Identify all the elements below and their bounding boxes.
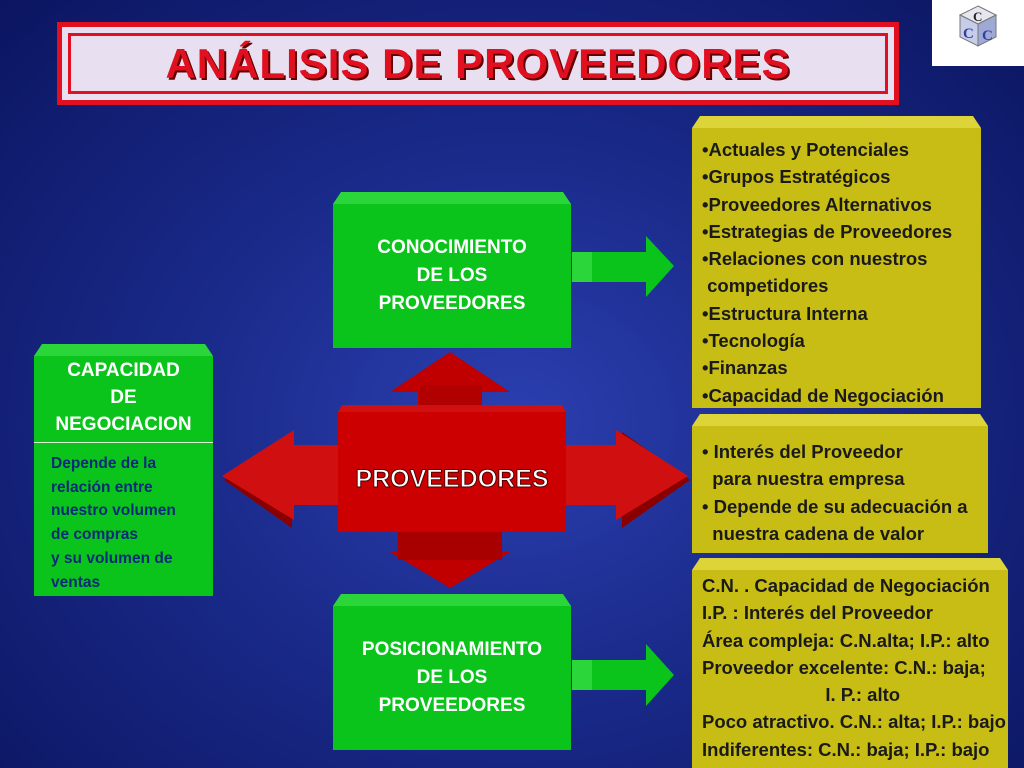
details-3-line: Proveedor excelente: C.N.: baja; (702, 656, 986, 678)
conocimiento-box-bevel (333, 192, 571, 204)
conocimiento-box (333, 204, 571, 348)
capacidad-body-line: nuestro volumen (51, 502, 176, 520)
details-1-line: •Capacidad de Negociación (702, 384, 944, 406)
details-1-line: •Relaciones con nuestros (702, 248, 928, 270)
details-3-line: Área compleja: C.N.alta; I.P.: alto (702, 629, 990, 651)
conocimiento-line-1: CONOCIMIENTO (377, 237, 527, 258)
green-arrow-top (572, 236, 674, 297)
logo-letter-right: C (982, 28, 993, 44)
details-1-line: •Finanzas (702, 357, 788, 379)
capacidad-body-line: Depende de la (51, 455, 157, 472)
details-1-line: •Tecnología (702, 330, 805, 352)
capacidad-box-bevel (34, 344, 213, 356)
conocimiento-line-2: DE LOS (416, 265, 488, 286)
capacidad-heading-line-2: DE (110, 387, 137, 408)
interes-details-box (692, 426, 988, 553)
details-box-3-bevel (692, 558, 1008, 570)
capacidad-body-line: de compras (51, 526, 139, 544)
details-3-line: Poco atractivo. C.N.: alta; I.P.: bajo (702, 711, 1006, 733)
logo-letter-top: C (973, 9, 983, 24)
conocimiento-line-3: PROVEEDORES (378, 293, 526, 314)
capacidad-box (34, 356, 213, 596)
posicionamiento-line-2: DE LOS (416, 667, 488, 688)
details-1-line: •Grupos Estratégicos (702, 166, 891, 188)
capacidad-body (34, 443, 213, 594)
details-3-line: I.P. : Interés del Proveedor (702, 602, 933, 624)
details-box-2-bevel (692, 414, 988, 426)
capacidad-heading (34, 356, 213, 443)
capacidad-body-line: relación entre (51, 478, 153, 496)
conocimiento-details-box (692, 128, 981, 408)
details-1-line: •Estructura Interna (702, 302, 868, 324)
capacidad-heading-line-1: CAPACIDAD (67, 360, 180, 381)
details-2-line: • Depende de su adecuación a (702, 495, 968, 517)
details-2-line: nuestra cadena de valor (702, 522, 925, 544)
posicionamiento-box-bevel (333, 594, 571, 606)
capacidad-heading-line-3: NEGOCIACION (55, 414, 192, 435)
details-1-line: •Proveedores Alternativos (702, 193, 932, 215)
details-1-line: competidores (702, 275, 829, 297)
green-arrow-bottom (572, 644, 674, 706)
capacidad-body-line: y su volumen de (51, 549, 173, 567)
details-3-line: I. P.: alto (702, 684, 901, 706)
page-title: ANÁLISIS DE PROVEEDORES (165, 39, 791, 87)
details-box-1-bevel (692, 116, 981, 128)
details-3-line: C.N. . Capacidad de Negociación (702, 575, 990, 596)
posicionamiento-box (333, 606, 571, 750)
posicionamiento-line-1: POSICIONAMIENTO (361, 639, 543, 660)
details-2-line: para nuestra empresa (702, 468, 905, 490)
details-2-line: • Interés del Proveedor (702, 441, 903, 462)
left-arrow-shape (222, 430, 350, 520)
capacidad-body-line: ventas (51, 573, 101, 591)
posicionamiento-details-box (692, 570, 1008, 768)
details-1-line: •Actuales y Potenciales (702, 139, 909, 160)
posicionamiento-line-3: PROVEEDORES (378, 695, 526, 716)
details-1-line: •Estrategias de Proveedores (702, 220, 953, 242)
details-3-line: Indiferentes: C.N.: baja; I.P.: bajo (702, 738, 990, 760)
right-arrow-shape (560, 430, 688, 520)
proveedores-label: PROVEEDORES (355, 465, 549, 493)
logo-letter-left: C (963, 26, 974, 42)
